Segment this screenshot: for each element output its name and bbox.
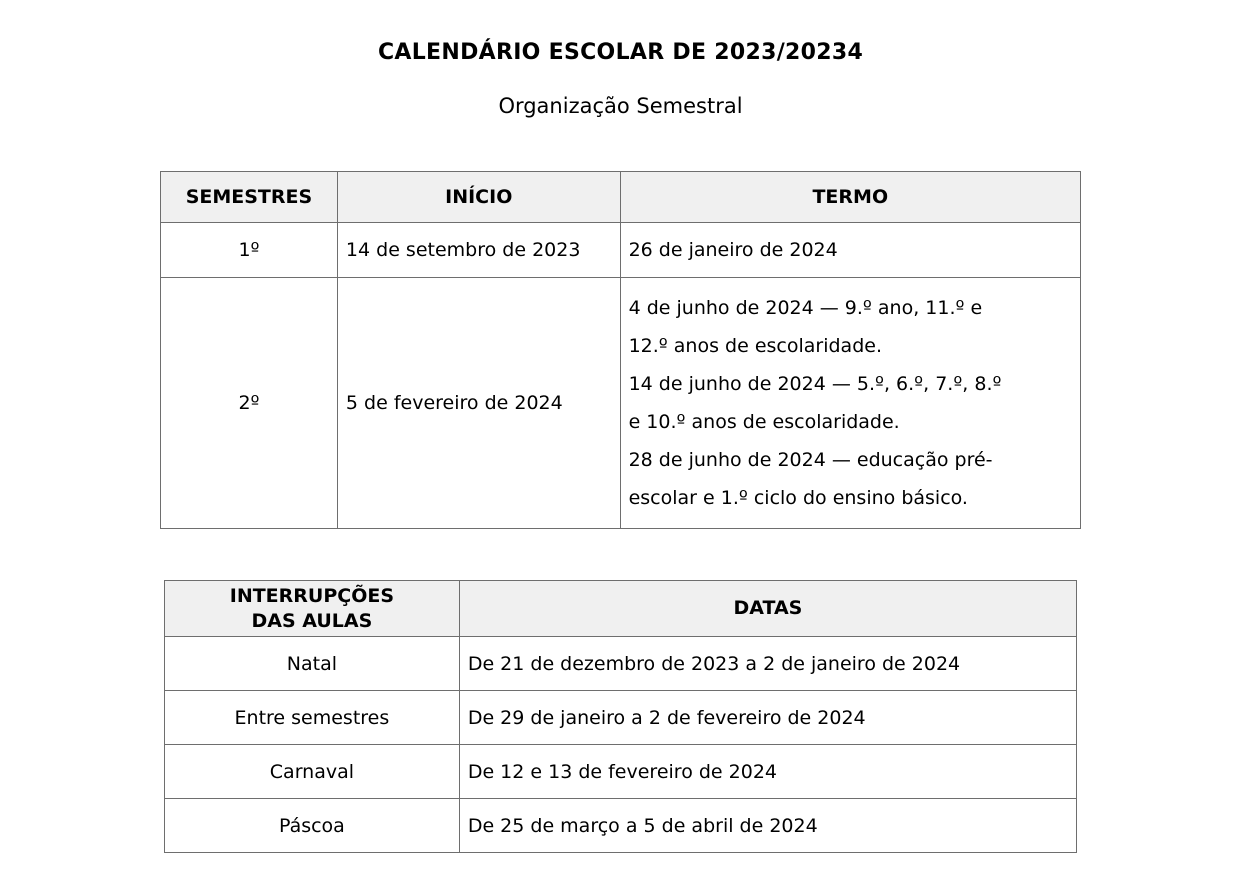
semesters-header-row: [161, 172, 1081, 223]
interruption-dates: De 12 e 13 de fevereiro de 2024: [459, 745, 1076, 799]
table-row: [165, 799, 1077, 853]
semester-start: 14 de setembro de 2023: [337, 223, 620, 278]
interruption-dates: De 29 de janeiro a 2 de fevereiro de 2024: [459, 691, 1076, 745]
table-row: [161, 223, 1081, 278]
termo-line: e 10.º anos de escolaridade.: [628, 411, 900, 433]
header-interrupcoes: [165, 581, 460, 637]
interruption-name: Páscoa: [165, 799, 460, 853]
semester-end: 26 de janeiro de 2024: [620, 223, 1080, 278]
termo-line: escolar e 1.º ciclo do ensino básico.: [628, 487, 968, 509]
semester-number: 1º: [161, 223, 338, 278]
semester-end: [620, 278, 1080, 529]
interruptions-header-row: [165, 581, 1077, 637]
header-datas: DATAS: [459, 581, 1076, 637]
header-line: DAS AULAS: [251, 609, 373, 632]
table-row: [165, 745, 1077, 799]
semester-start: 5 de fevereiro de 2024: [337, 278, 620, 529]
termo-line: 28 de junho de 2024 — educação pré-: [628, 449, 993, 471]
semesters-table: [160, 171, 1081, 529]
interruption-dates: De 25 de março a 5 de abril de 2024: [459, 799, 1076, 853]
interruption-name: Carnaval: [165, 745, 460, 799]
termo-line: 14 de junho de 2024 — 5.º, 6.º, 7.º, 8.º: [628, 373, 1002, 395]
interruption-dates: De 21 de dezembro de 2023 a 2 de janeiro de 2024: [459, 637, 1076, 691]
header-termo: TERMO: [620, 172, 1080, 223]
document-subtitle: Organização Semestral: [498, 94, 743, 118]
header-semestres: SEMESTRES: [161, 172, 338, 223]
table-row: [161, 278, 1081, 529]
header-line: INTERRUPÇÕES: [229, 584, 395, 607]
header-inicio: INÍCIO: [337, 172, 620, 223]
termo-line: 4 de junho de 2024 — 9.º ano, 11.º e: [628, 297, 983, 319]
termo-line: 12.º anos de escolaridade.: [628, 335, 882, 357]
interruption-name: Entre semestres: [165, 691, 460, 745]
document-title: CALENDÁRIO ESCOLAR DE 2023/20234: [377, 40, 864, 65]
table-row: [165, 691, 1077, 745]
interruption-name: Natal: [165, 637, 460, 691]
table-row: [165, 637, 1077, 691]
semester-number: 2º: [161, 278, 338, 529]
interruptions-table: [164, 580, 1077, 853]
